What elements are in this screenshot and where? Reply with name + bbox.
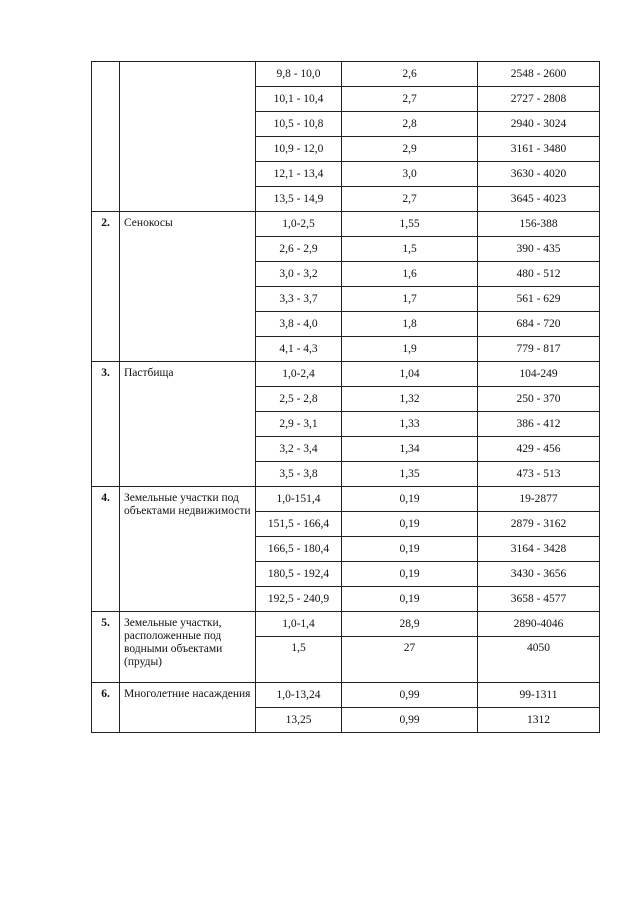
coefficient-cell: 1,9 [342, 337, 478, 362]
value-cell: 386 - 412 [478, 412, 600, 437]
coefficient-cell: 0,19 [342, 587, 478, 612]
range-cell: 166,5 - 180,4 [256, 537, 342, 562]
row-number: 3. [92, 362, 120, 487]
table-row [92, 487, 600, 512]
value-cell: 684 - 720 [478, 312, 600, 337]
range-cell: 13,25 [256, 708, 342, 733]
coefficient-cell: 1,35 [342, 462, 478, 487]
table-row [92, 683, 600, 708]
coefficient-cell: 1,8 [342, 312, 478, 337]
range-cell: 1,5 [256, 637, 342, 683]
coefficient-cell: 1,34 [342, 437, 478, 462]
range-cell: 151,5 - 166,4 [256, 512, 342, 537]
table-row [92, 612, 600, 637]
range-cell: 4,1 - 4,3 [256, 337, 342, 362]
coefficient-cell: 3,0 [342, 162, 478, 187]
value-cell: 250 - 370 [478, 387, 600, 412]
value-cell: 3630 - 4020 [478, 162, 600, 187]
range-cell: 9,8 - 10,0 [256, 62, 342, 87]
table-row [92, 62, 600, 87]
value-cell: 561 - 629 [478, 287, 600, 312]
coefficient-cell: 0,19 [342, 537, 478, 562]
coefficient-cell: 2,7 [342, 187, 478, 212]
range-cell: 1,0-2,5 [256, 212, 342, 237]
range-cell: 13,5 - 14,9 [256, 187, 342, 212]
value-cell: 2890-4046 [478, 612, 600, 637]
range-cell: 10,9 - 12,0 [256, 137, 342, 162]
category-name: Многолетние насаждения [120, 683, 256, 733]
value-cell: 3658 - 4577 [478, 587, 600, 612]
range-cell: 10,1 - 10,4 [256, 87, 342, 112]
row-number [92, 62, 120, 212]
range-cell: 2,6 - 2,9 [256, 237, 342, 262]
range-cell: 192,5 - 240,9 [256, 587, 342, 612]
coefficient-cell: 2,7 [342, 87, 478, 112]
value-cell: 3164 - 3428 [478, 537, 600, 562]
range-cell: 3,5 - 3,8 [256, 462, 342, 487]
coefficient-cell: 1,33 [342, 412, 478, 437]
value-cell: 779 - 817 [478, 337, 600, 362]
coefficient-cell: 1,6 [342, 262, 478, 287]
range-cell: 1,0-2,4 [256, 362, 342, 387]
value-cell: 99-1311 [478, 683, 600, 708]
value-cell: 2940 - 3024 [478, 112, 600, 137]
range-cell: 3,2 - 3,4 [256, 437, 342, 462]
range-cell: 180,5 - 192,4 [256, 562, 342, 587]
range-cell: 3,3 - 3,7 [256, 287, 342, 312]
value-cell: 19-2877 [478, 487, 600, 512]
table-row [92, 362, 600, 387]
coefficient-cell: 2,8 [342, 112, 478, 137]
category-name: Пастбища [120, 362, 256, 487]
range-cell: 1,0-13,24 [256, 683, 342, 708]
range-cell: 12,1 - 13,4 [256, 162, 342, 187]
land-category-table [91, 61, 600, 733]
category-name: Сенокосы [120, 212, 256, 362]
table-body [92, 62, 600, 733]
coefficient-cell: 2,9 [342, 137, 478, 162]
value-cell: 104-249 [478, 362, 600, 387]
row-number: 2. [92, 212, 120, 362]
coefficient-cell: 27 [342, 637, 478, 683]
coefficient-cell: 1,04 [342, 362, 478, 387]
value-cell: 2879 - 3162 [478, 512, 600, 537]
coefficient-cell: 0,19 [342, 562, 478, 587]
coefficient-cell: 2,6 [342, 62, 478, 87]
range-cell: 1,0-151,4 [256, 487, 342, 512]
value-cell: 473 - 513 [478, 462, 600, 487]
value-cell: 429 - 456 [478, 437, 600, 462]
category-name: Земельные участки, расположенные под водными объектами (пруды) [120, 612, 256, 683]
category-name: Земельные участки под объектами недвижимости [120, 487, 256, 612]
category-name [120, 62, 256, 212]
row-number: 6. [92, 683, 120, 733]
coefficient-cell: 0,19 [342, 487, 478, 512]
range-cell: 2,9 - 3,1 [256, 412, 342, 437]
coefficient-cell: 0,99 [342, 683, 478, 708]
value-cell: 2727 - 2808 [478, 87, 600, 112]
value-cell: 4050 [478, 637, 600, 683]
value-cell: 3430 - 3656 [478, 562, 600, 587]
range-cell: 3,8 - 4,0 [256, 312, 342, 337]
value-cell: 3161 - 3480 [478, 137, 600, 162]
row-number: 5. [92, 612, 120, 683]
coefficient-cell: 0,99 [342, 708, 478, 733]
value-cell: 1312 [478, 708, 600, 733]
coefficient-cell: 1,7 [342, 287, 478, 312]
coefficient-cell: 1,55 [342, 212, 478, 237]
value-cell: 156-388 [478, 212, 600, 237]
range-cell: 1,0-1,4 [256, 612, 342, 637]
coefficient-cell: 1,5 [342, 237, 478, 262]
range-cell: 2,5 - 2,8 [256, 387, 342, 412]
coefficient-cell: 0,19 [342, 512, 478, 537]
value-cell: 390 - 435 [478, 237, 600, 262]
coefficient-cell: 28,9 [342, 612, 478, 637]
value-cell: 2548 - 2600 [478, 62, 600, 87]
row-number: 4. [92, 487, 120, 612]
table-row [92, 212, 600, 237]
value-cell: 3645 - 4023 [478, 187, 600, 212]
range-cell: 3,0 - 3,2 [256, 262, 342, 287]
range-cell: 10,5 - 10,8 [256, 112, 342, 137]
value-cell: 480 - 512 [478, 262, 600, 287]
coefficient-cell: 1,32 [342, 387, 478, 412]
